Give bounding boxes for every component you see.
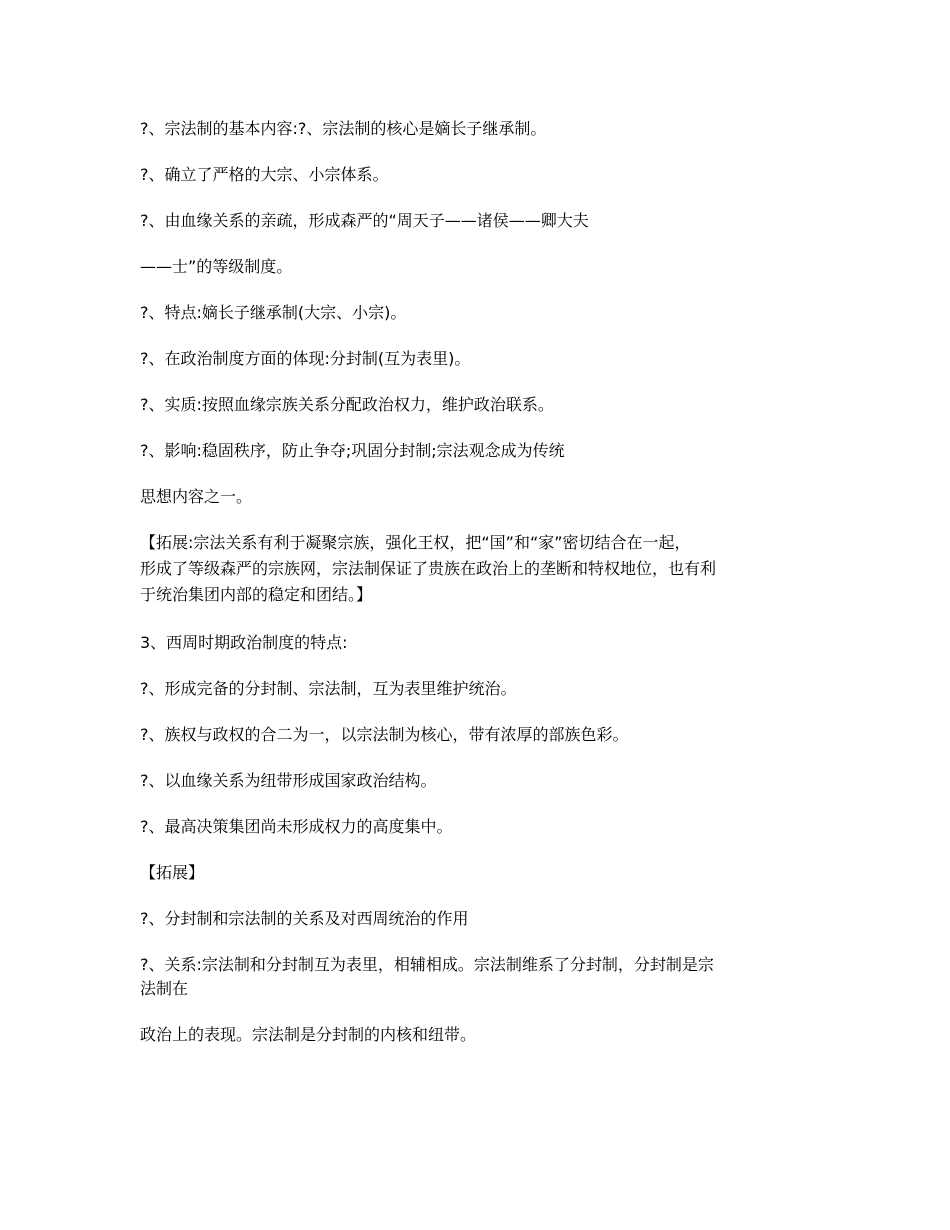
text-line: ?、由血缘关系的亲疏，形成森严的“周天子——诸侯——卿大夫: [140, 211, 589, 230]
text-line: ?、分封制和宗法制的关系及对西周统治的作用: [140, 909, 469, 928]
text-line: ?、形成完备的分封制、宗法制，互为表里维护统治。: [140, 679, 517, 698]
text-line: ?、实质:按照血缘宗族关系分配政治权力，维护政治联系。: [140, 395, 554, 414]
text-line: ?、影响:稳固秩序，防止争夺;巩固分封制;宗法观念成为传统: [140, 441, 565, 460]
text-line: 【拓展:宗法关系有利于凝聚宗族，强化王权，把“国”和“家”密切结合在一起，: [140, 533, 691, 552]
text-line: 思想内容之一。: [140, 487, 253, 506]
text-line: ?、以血缘关系为纽带形成国家政治结构。: [140, 771, 437, 790]
section-heading: 【拓展】: [140, 863, 205, 882]
text-line: 政治上的表现。宗法制是分封制的内核和纽带。: [140, 1025, 477, 1044]
text-line: 形成了等级森严的宗族网，宗法制保证了贵族在政治上的垄断和特权地位，也有利: [140, 559, 717, 578]
text-line: ?、宗法制的基本内容:?、宗法制的核心是嫡长子继承制。: [140, 119, 547, 138]
text-line: ?、族权与政权的合二为一，以宗法制为核心，带有浓厚的部族色彩。: [140, 725, 629, 744]
text-line: ?、在政治制度方面的体现:分封制(互为表里)。: [140, 349, 471, 368]
text-line: ?、关系:宗法制和分封制互为表里，相辅相成。宗法制维系了分封制，分封制是宗: [140, 955, 714, 974]
text-line: 于统治集团内部的稳定和团结。】: [140, 585, 373, 604]
text-line: ?、特点:嫡长子继承制(大宗、小宗)。: [140, 303, 407, 322]
text-line: 法制在: [140, 979, 189, 998]
text-line: ?、最高决策集团尚未形成权力的高度集中。: [140, 817, 453, 836]
text-line: ?、确立了严格的大宗、小宗体系。: [140, 165, 389, 184]
text-line: ——士”的等级制度。: [140, 257, 293, 276]
section-heading: 3、西周时期政治制度的特点:: [140, 633, 348, 652]
